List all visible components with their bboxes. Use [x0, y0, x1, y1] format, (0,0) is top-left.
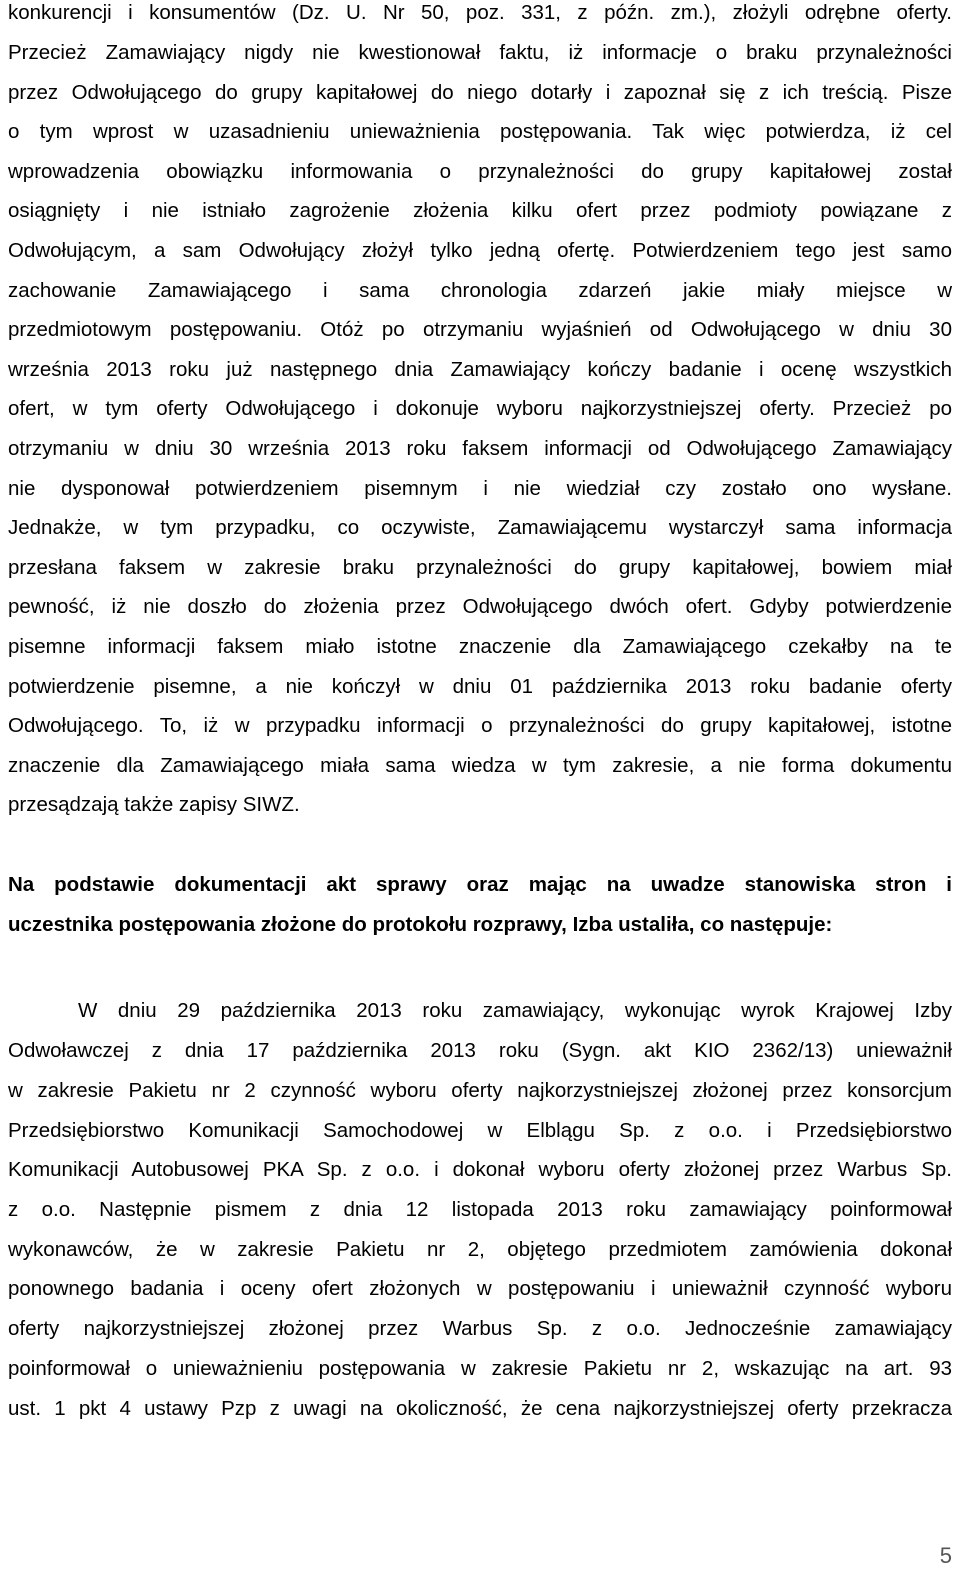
- heading-line: uczestnika postępowania złożone do protokołu rozprawy, Izba ustaliła, co następuje:: [8, 913, 833, 936]
- text-line: wprowadzenia obowiązku informowania o przynależności do grupy kapitałowej został: [8, 160, 952, 183]
- text-line: w zakresie Pakietu nr 2 czynność wyboru oferty najkorzystniejszej złożonej przez konsorcjum: [8, 1079, 952, 1102]
- text-line: Odwołującego. To, iż w przypadku informacji o przynależności do grupy kapitałowej, istotne: [8, 714, 952, 737]
- text-line: Odwoławczej z dnia 17 października 2013 roku (Sygn. akt KIO 2362/13) unieważnił: [8, 1039, 952, 1062]
- text-line: ofert, w tym oferty Odwołującego i dokonuje wyboru najkorzystniejszej oferty. Przecież po: [8, 397, 952, 420]
- text-line: poinformował o unieważnieniu postępowania w zakresie Pakietu nr 2, wskazując na art. 93: [8, 1357, 952, 1380]
- text-line: osiągnięty i nie istniało zagrożenie złożenia kilku ofert przez podmioty powiązane z: [8, 199, 952, 222]
- text-line: zachowanie Zamawiającego i sama chronologia zdarzeń jakie miały miejsce w: [8, 279, 952, 302]
- text-line: przesłana faksem w zakresie braku przynależności do grupy kapitałowej, bowiem miał: [8, 556, 952, 579]
- text-line: konkurencji i konsumentów (Dz. U. Nr 50, poz. 331, z późn. zm.), złożyli odrębne oferty.: [8, 1, 952, 24]
- text-line: o tym wprost w uzasadnieniu unieważnienia postępowania. Tak więc potwierdza, iż cel: [8, 120, 952, 143]
- page-number: 5: [939, 1543, 952, 1568]
- heading-line: Na podstawie dokumentacji akt sprawy oraz mając na uwadze stanowiska stron i: [8, 873, 952, 896]
- text-line: pisemne informacji faksem miało istotne znaczenie dla Zamawiającego czekałby na te: [8, 635, 952, 658]
- text-line: Odwołującym, a sam Odwołujący złożył tylko jedną ofertę. Potwierdzeniem tego jest samo: [8, 239, 952, 262]
- text-line: znaczenie dla Zamawiającego miała sama wiedza w tym zakresie, a nie forma dokumentu: [8, 754, 952, 777]
- text-line: oferty najkorzystniejszej złożonej przez Warbus Sp. z o.o. Jednocześnie zamawiający: [8, 1317, 952, 1340]
- text-line: potwierdzenie pisemne, a nie kończył w dniu 01 października 2013 roku badanie oferty: [8, 675, 952, 698]
- text-line: przez Odwołującego do grupy kapitałowej do niego dotarły i zapoznał się z ich treścią. Pisze: [8, 81, 952, 104]
- text-line: nie dysponował potwierdzeniem pisemnym i nie wiedział czy zostało ono wysłane.: [8, 477, 952, 500]
- text-line: przedmiotowym postępowaniu. Otóż po otrzymaniu wyjaśnień od Odwołującego w dniu 30: [8, 318, 952, 341]
- text-line: Przecież Zamawiający nigdy nie kwestionował faktu, iż informacje o braku przynależności: [8, 41, 952, 64]
- text-line: pewność, iż nie doszło do złożenia przez Odwołującego dwóch ofert. Gdyby potwierdzenie: [8, 595, 952, 618]
- text-line: W dniu 29 października 2013 roku zamawiający, wykonując wyrok Krajowej Izby: [78, 999, 952, 1022]
- text-line: ponownego badania i oceny ofert złożonych w postępowaniu i unieważnił czynność wyboru: [8, 1277, 952, 1300]
- text-line: Przedsiębiorstwo Komunikacji Samochodowej w Elblągu Sp. z o.o. i Przedsiębiorstwo: [8, 1119, 952, 1142]
- text-line: Jednakże, w tym przypadku, co oczywiste, Zamawiającemu wystarczył sama informacja: [8, 516, 952, 539]
- text-line: Komunikacji Autobusowej PKA Sp. z o.o. i dokonał wyboru oferty złożonej przez Warbus Sp.: [8, 1158, 952, 1181]
- text-line: przesądzają także zapisy SIWZ.: [8, 793, 300, 816]
- text-line: ust. 1 pkt 4 ustawy Pzp z uwagi na okoliczność, że cena najkorzystniejszej oferty przekracza: [8, 1397, 952, 1420]
- text-line: września 2013 roku już następnego dnia Zamawiający kończy badanie i ocenę wszystkich: [8, 358, 952, 381]
- text-line: wykonawców, że w zakresie Pakietu nr 2, objętego przedmiotem zamówienia dokonał: [8, 1238, 952, 1261]
- text-line: otrzymaniu w dniu 30 września 2013 roku faksem informacji od Odwołującego Zamawiający: [8, 437, 952, 460]
- text-line: z o.o. Następnie pismem z dnia 12 listopada 2013 roku zamawiający poinformował: [8, 1198, 952, 1221]
